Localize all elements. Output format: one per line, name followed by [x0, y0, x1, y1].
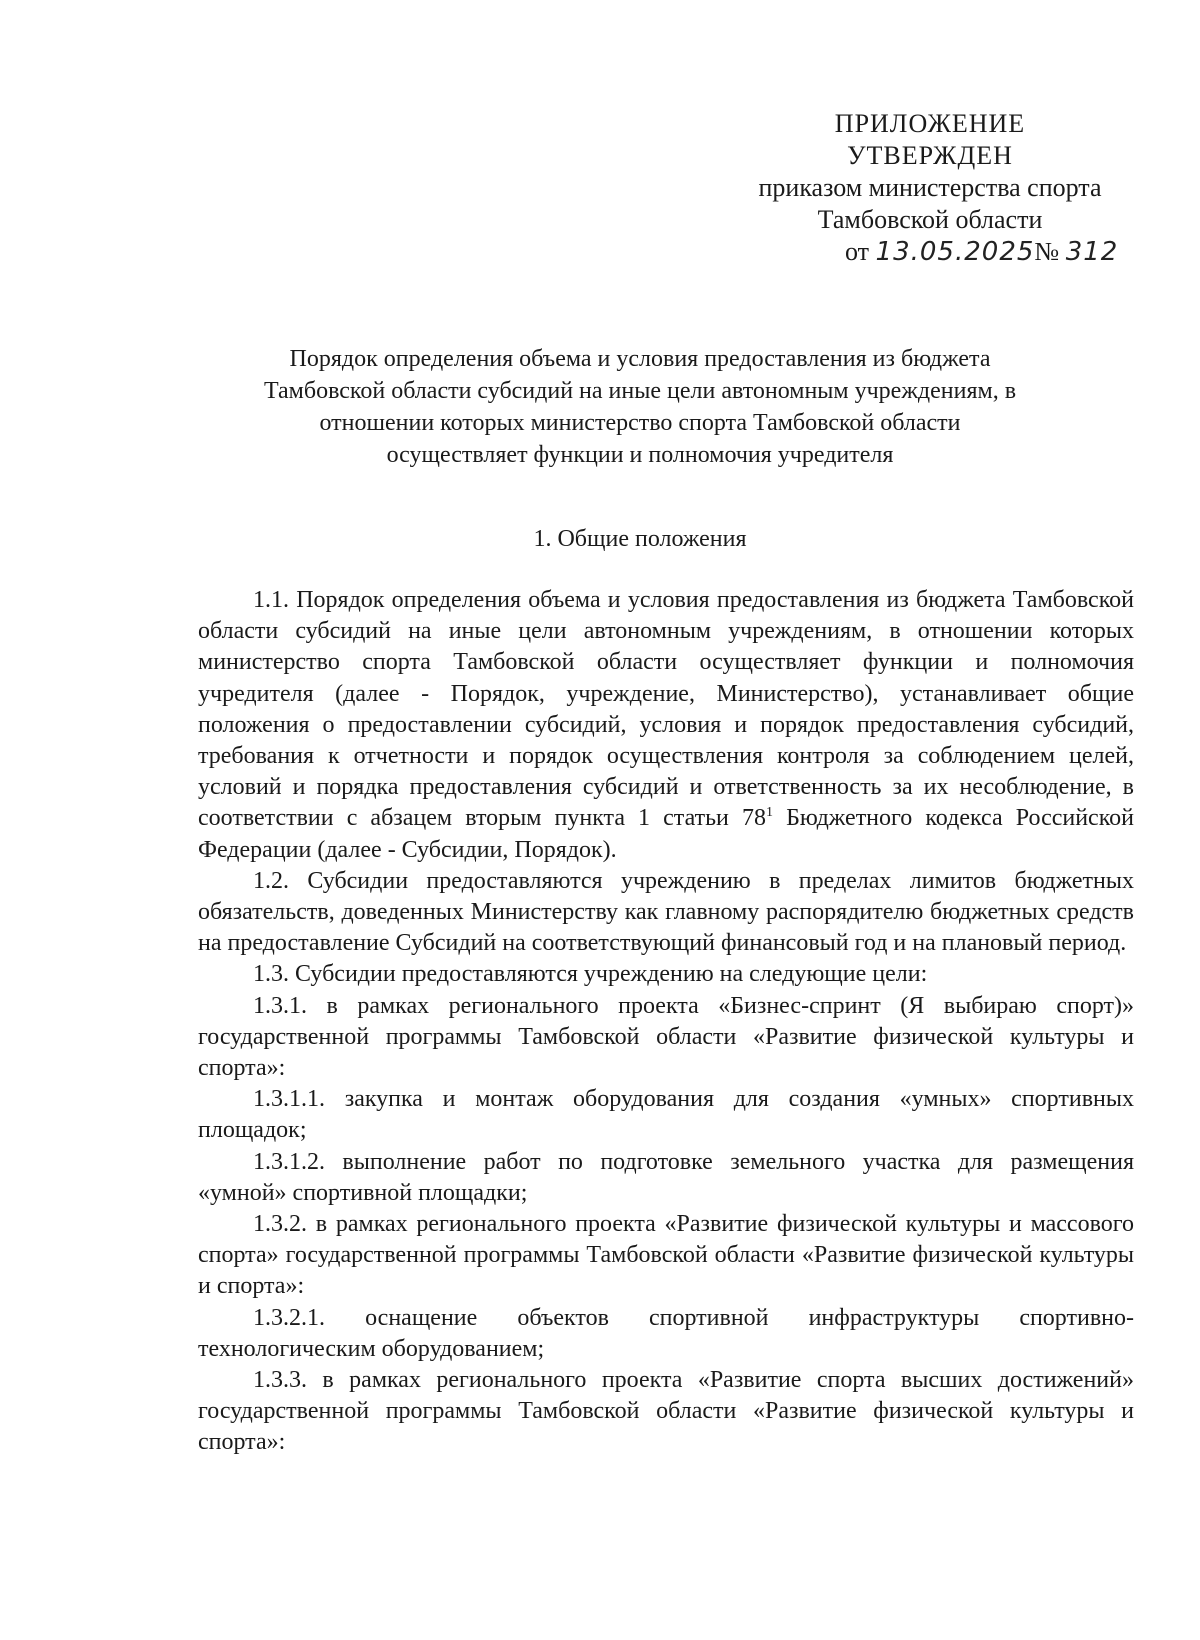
- paragraph-1-3-2: 1.3.2. в рамках регионального проекта «Развитие физической культуры и массового спорта» государственной программы Тамбовской области «Развитие физической культуры и спорта»:: [198, 1211, 1134, 1300]
- title-line: отношении которых министерство спорта Тамбовской области: [319, 410, 961, 436]
- order-date-line: [815, 236, 1140, 268]
- document-body: [198, 585, 1134, 1459]
- appendix-label: ПРИЛОЖЕНИЕ: [834, 109, 1026, 138]
- approved-label: УТВЕРЖДЕН: [847, 141, 1013, 170]
- paragraph-1-1-tail: Бюджетного кодекса Российской Федерации (далее - Субсидии, Порядок).: [198, 805, 1134, 863]
- paragraph-1-3-3: 1.3.3. в рамках регионального проекта «Развитие спорта высших достижений» государственной программы Тамбовской области «Развитие физической культуры и спорта»:: [198, 1367, 1134, 1456]
- paragraph-1-2: 1.2. Субсидии предоставляются учреждению в пределах лимитов бюджетных обязательств, доведенных Министерству как главному распорядителю бюджетных средств на предоставление Субсидий на соответствующий финансовый год и на плановый период.: [198, 867, 1134, 957]
- handwritten-number: 312: [1065, 237, 1119, 267]
- document-title: [200, 343, 1080, 471]
- paragraph-1-3-2-1: 1.3.2.1. оснащение объектов спортивной инфраструктуры спортивно-технологическим оборудованием;: [198, 1304, 1134, 1362]
- section-heading: 1. Общие положения: [533, 526, 747, 552]
- title-line: Тамбовской области субсидий на иные цели автономным учреждениям, в: [263, 378, 1017, 404]
- title-line: осуществляет функции и полномочия учредителя: [386, 442, 894, 468]
- order-region: Тамбовской области: [817, 205, 1043, 234]
- paragraph-1-1-text: 1.1. Порядок определения объема и условия предоставления из бюджета Тамбовской области субсидий на иные цели автономным учреждениям, в отношении которых министерство спорта Тамбовской области осуществляет функции и полномочия учредителя (далее - Порядок, учреждение, Министерство), устанавливает общие положения о предоставлении субсидий, условия и порядок предоставления субсидий, требования к отчетности и порядок осуществления контроля за соблюдением целей, условий и порядка предоставления субсидий и ответственность за их несоблюдение, в соответствии с абзацем вторым пункта 1 статьи 78: [198, 587, 1134, 832]
- paragraph-1-1: [198, 585, 1134, 866]
- superscript: 1: [765, 805, 773, 821]
- paragraph-1-3-1-2: 1.3.1.2. выполнение работ по подготовке земельного участка для размещения «умной» спортивной площадки;: [198, 1148, 1134, 1206]
- title-line: Порядок определения объема и условия предоставления из бюджета: [289, 346, 991, 372]
- approval-stamp-block: [720, 108, 1140, 268]
- date-prefix: от: [845, 237, 870, 266]
- paragraph-1-3-1-1: 1.3.1.1. закупка и монтаж оборудования для создания «умных» спортивных площадок;: [198, 1086, 1134, 1144]
- paragraph-1-3-1: 1.3.1. в рамках регионального проекта «Бизнес-спринт (Я выбираю спорт)» государственной программы Тамбовской области «Развитие физической культуры и спорта»:: [198, 992, 1134, 1082]
- paragraph-1-3: 1.3. Субсидии предоставляются учреждению на следующие цели:: [253, 961, 928, 988]
- handwritten-date: 13.05.2025: [875, 237, 1035, 267]
- order-issuer: приказом министерства спорта: [758, 173, 1102, 202]
- number-sign: №: [1034, 237, 1060, 266]
